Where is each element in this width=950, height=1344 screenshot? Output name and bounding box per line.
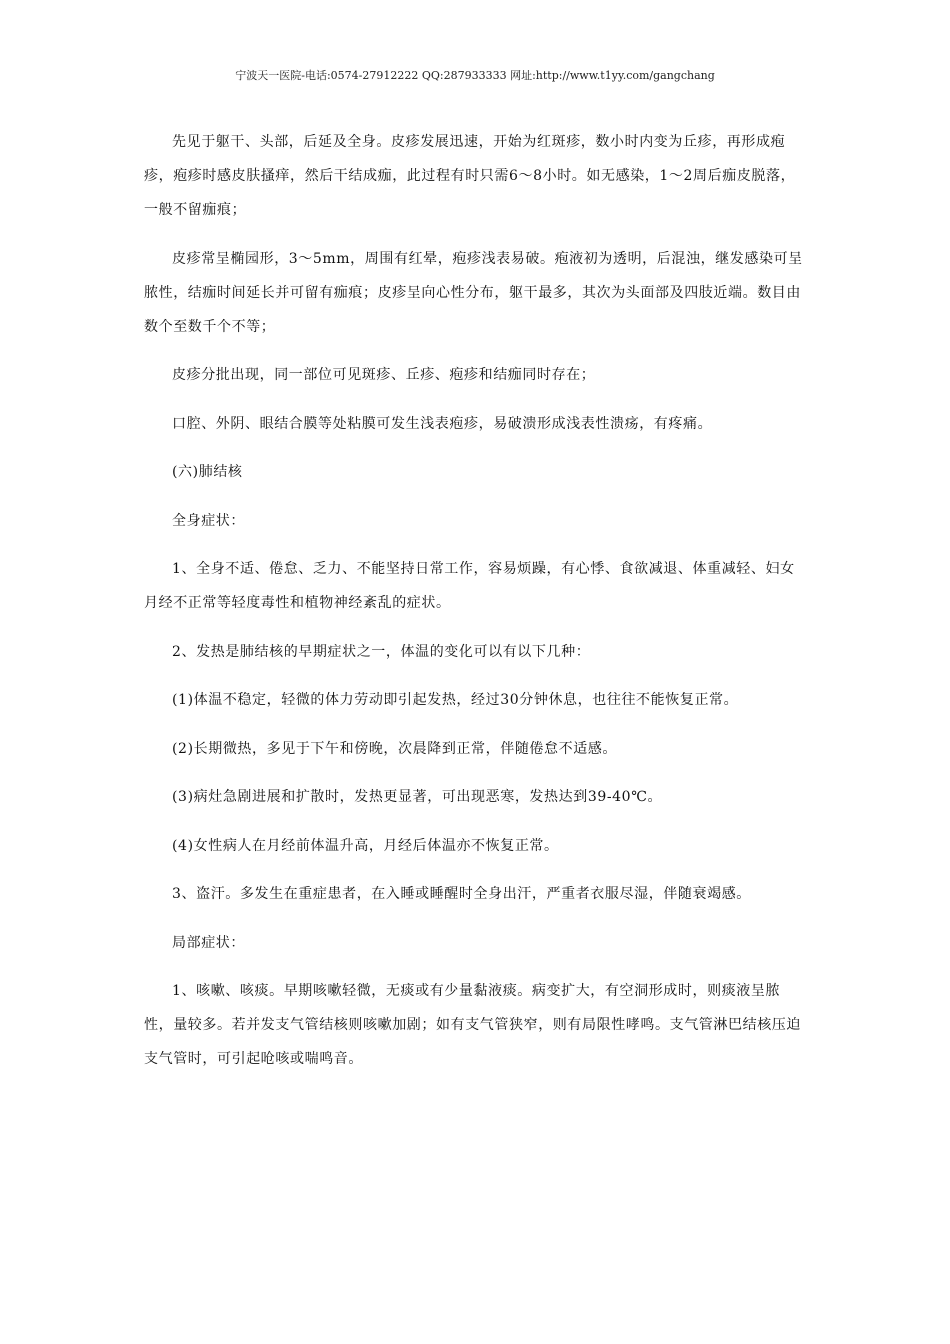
page-header: 宁波天一医院-电话:0574-27912222 QQ:287933333 网址:http://www.t1yy.com/gangchang bbox=[235, 69, 715, 82]
paragraph-rash-onset: 先见于躯干、头部，后延及全身。皮疹发展迅速，开始为红斑疹，数小时内变为丘疹，再形成疱疹，疱疹时感皮肤搔痒，然后干结成痂，此过程有时只需6～8小时。如无感染，1～2周后痂皮脱落，一般不留痂痕； bbox=[144, 134, 796, 218]
section-heading-tuberculosis: (六)肺结核 bbox=[172, 464, 243, 480]
paragraph-fever-intro: 2、发热是肺结核的早期症状之一，体温的变化可以有以下几种： bbox=[172, 643, 591, 660]
subheading-local-symptoms: 局部症状： bbox=[172, 934, 245, 951]
paragraph-cough: 1、咳嗽、咳痰。早期咳嗽轻微，无痰或有少量黏液痰。病变扩大，有空洞形成时，则痰液呈脓性，量较多。若并发支气管结核则咳嗽加剧；如有支气管狭窄，则有局限性哮鸣。支气管淋巴结核压迫支气管时，可引起呛咳或喘鸣音。 bbox=[144, 983, 801, 1067]
paragraph-fever-4: (4)女性病人在月经前体温升高，月经后体温亦不恢复正常。 bbox=[172, 837, 559, 854]
subheading-systemic-symptoms: 全身症状： bbox=[172, 512, 245, 529]
paragraph-rash-shape: 皮疹常呈椭园形，3～5mm，周围有红晕，疱疹浅表易破。疱液初为透明，后混浊，继发感染可呈脓性，结痂时间延长并可留有痂痕；皮疹呈向心性分布，躯干最多，其次为头面部及四肢近端。数目由数个至数千个不等； bbox=[144, 250, 803, 335]
paragraph-night-sweats: 3、盗汗。多发生在重症患者，在入睡或睡醒时全身出汗，严重者衣服尽湿，伴随衰竭感。 bbox=[172, 886, 751, 902]
paragraph-fever-3: (3)病灶急剧进展和扩散时，发热更显著，可出现恶寒，发热达到39-40℃。 bbox=[172, 789, 663, 805]
paragraph-malaise: 1、全身不适、倦怠、乏力、不能坚持日常工作，容易烦躁，有心悸、食欲减退、体重减轻、妇女月经不正常等轻度毒性和植物神经紊乱的症状。 bbox=[144, 561, 795, 611]
paragraph-fever-1: (1)体温不稳定，轻微的体力劳动即引起发热，经过30分钟休息，也往往不能恢复正常。 bbox=[172, 692, 739, 708]
paragraph-mucosa: 口腔、外阴、眼结合膜等处粘膜可发生浅表疱疹，易破溃形成浅表性溃疡，有疼痛。 bbox=[172, 415, 713, 432]
document-body bbox=[144, 125, 808, 1091]
paragraph-fever-2: (2)长期微热，多见于下午和傍晚，次晨降到正常，伴随倦怠不适感。 bbox=[172, 740, 618, 757]
paragraph-rash-batches: 皮疹分批出现，同一部位可见斑疹、丘疹、疱疹和结痂同时存在； bbox=[172, 367, 596, 383]
